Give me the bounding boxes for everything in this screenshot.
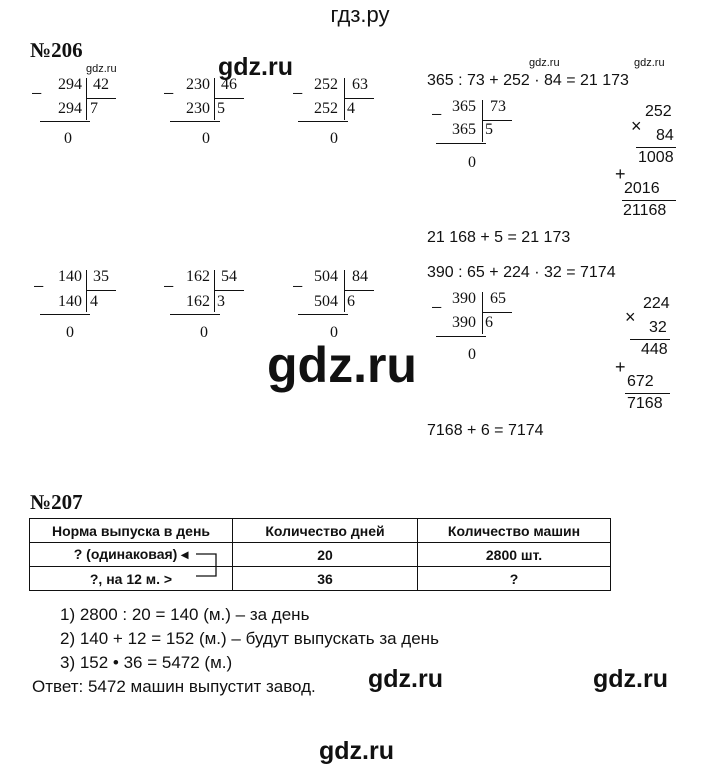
table-cell: ? (одинаковая) ◂	[30, 543, 233, 567]
table-row	[30, 567, 611, 591]
table-cell: 36	[233, 567, 418, 591]
watermark-medium: gdz.ru	[593, 665, 668, 693]
watermark-small: gdz.ru	[529, 57, 560, 69]
divisor: 54	[221, 268, 237, 285]
subtrahend: 140	[58, 293, 82, 310]
table-header: Норма выпуска в день	[30, 519, 233, 543]
dividend: 504	[314, 268, 338, 285]
dividend: 162	[186, 268, 210, 285]
quotient: 7	[90, 100, 98, 117]
divisor: 46	[221, 76, 237, 93]
plus-sign: +	[615, 357, 626, 377]
arrow-left-icon: ◂	[181, 546, 189, 562]
table-cell: 20	[233, 543, 418, 567]
watermark-small: gdz.ru	[634, 57, 665, 69]
bracket-arrow-icon	[192, 548, 222, 582]
remainder: 0	[468, 154, 476, 171]
factor-b: 84	[656, 127, 674, 144]
dividend: 230	[186, 76, 210, 93]
dividend: 294	[58, 76, 82, 93]
multiply-sign: ×	[625, 307, 636, 327]
final-line-2: 7168 + 6 = 7174	[427, 422, 544, 439]
quotient: 5	[217, 100, 225, 117]
partial-product-2: 672	[627, 373, 654, 390]
table-header: Количество машин	[418, 519, 611, 543]
remainder: 0	[66, 324, 74, 341]
task-207-number: №207	[30, 490, 83, 514]
plus-sign: +	[615, 164, 626, 184]
subtrahend: 390	[452, 314, 476, 331]
divisor: 84	[352, 268, 368, 285]
subtrahend: 365	[452, 121, 476, 138]
table-row	[30, 543, 611, 567]
factor-b: 32	[649, 319, 667, 336]
watermark-medium: gdz.ru	[218, 53, 293, 81]
remainder: 0	[330, 324, 338, 341]
remainder: 0	[468, 346, 476, 363]
subtrahend: 294	[58, 100, 82, 117]
quotient: 4	[347, 100, 355, 117]
quotient: 6	[485, 314, 493, 331]
watermark-medium: gdz.ru	[368, 665, 443, 693]
final-line-1: 21 168 + 5 = 21 173	[427, 229, 571, 246]
divisor: 42	[93, 76, 109, 93]
dividend: 390	[452, 290, 476, 307]
dividend: 365	[452, 98, 476, 115]
data-table	[29, 518, 611, 591]
divisor: 65	[490, 290, 506, 307]
remainder: 0	[330, 130, 338, 147]
partial-product-1: 1008	[638, 149, 674, 166]
factor-a: 252	[645, 103, 672, 120]
expression-2: 390 : 65 + 224 · 32 = 7174	[427, 264, 616, 281]
table-cell: 2800 шт.	[418, 543, 611, 567]
watermark-small: gdz.ru	[86, 63, 117, 75]
quotient: 5	[485, 121, 493, 138]
partial-product-1: 448	[641, 341, 668, 358]
dividend: 140	[58, 268, 82, 285]
solution-line-1: 1) 2800 : 20 = 140 (м.) – за день	[60, 605, 310, 624]
task-206-number: №206	[30, 38, 83, 62]
quotient: 6	[347, 293, 355, 310]
table-cell: ?, на 12 м. >	[30, 567, 233, 591]
factor-a: 224	[643, 295, 670, 312]
divisor: 35	[93, 268, 109, 285]
partial-product-2: 2016	[624, 180, 660, 197]
table-header: Количество дней	[233, 519, 418, 543]
site-title: гдз.ру	[330, 2, 390, 27]
remainder: 0	[202, 130, 210, 147]
solution-line-3: 3) 152 • 36 = 5472 (м.)	[60, 653, 233, 672]
watermark-big: gdz.ru	[267, 337, 417, 393]
quotient: 4	[90, 293, 98, 310]
product-result: 21168	[623, 202, 667, 219]
divisor: 73	[490, 98, 506, 115]
multiply-sign: ×	[631, 116, 642, 136]
table-header-row	[30, 519, 611, 543]
remainder: 0	[64, 130, 72, 147]
watermark-medium: gdz.ru	[319, 737, 394, 765]
expression-1: 365 : 73 + 252 · 84 = 21 173	[427, 72, 629, 89]
subtrahend: 162	[186, 293, 210, 310]
divisor: 63	[352, 76, 368, 93]
dividend: 252	[314, 76, 338, 93]
table-cell: ?	[418, 567, 611, 591]
remainder: 0	[200, 324, 208, 341]
subtrahend: 252	[314, 100, 338, 117]
product-result: 7168	[627, 395, 663, 412]
subtrahend: 230	[186, 100, 210, 117]
quotient: 3	[217, 293, 225, 310]
subtrahend: 504	[314, 293, 338, 310]
solution-line-2: 2) 140 + 12 = 152 (м.) – будут выпускать за день	[60, 629, 439, 648]
answer-line: Ответ: 5472 машин выпустит завод.	[32, 677, 316, 696]
